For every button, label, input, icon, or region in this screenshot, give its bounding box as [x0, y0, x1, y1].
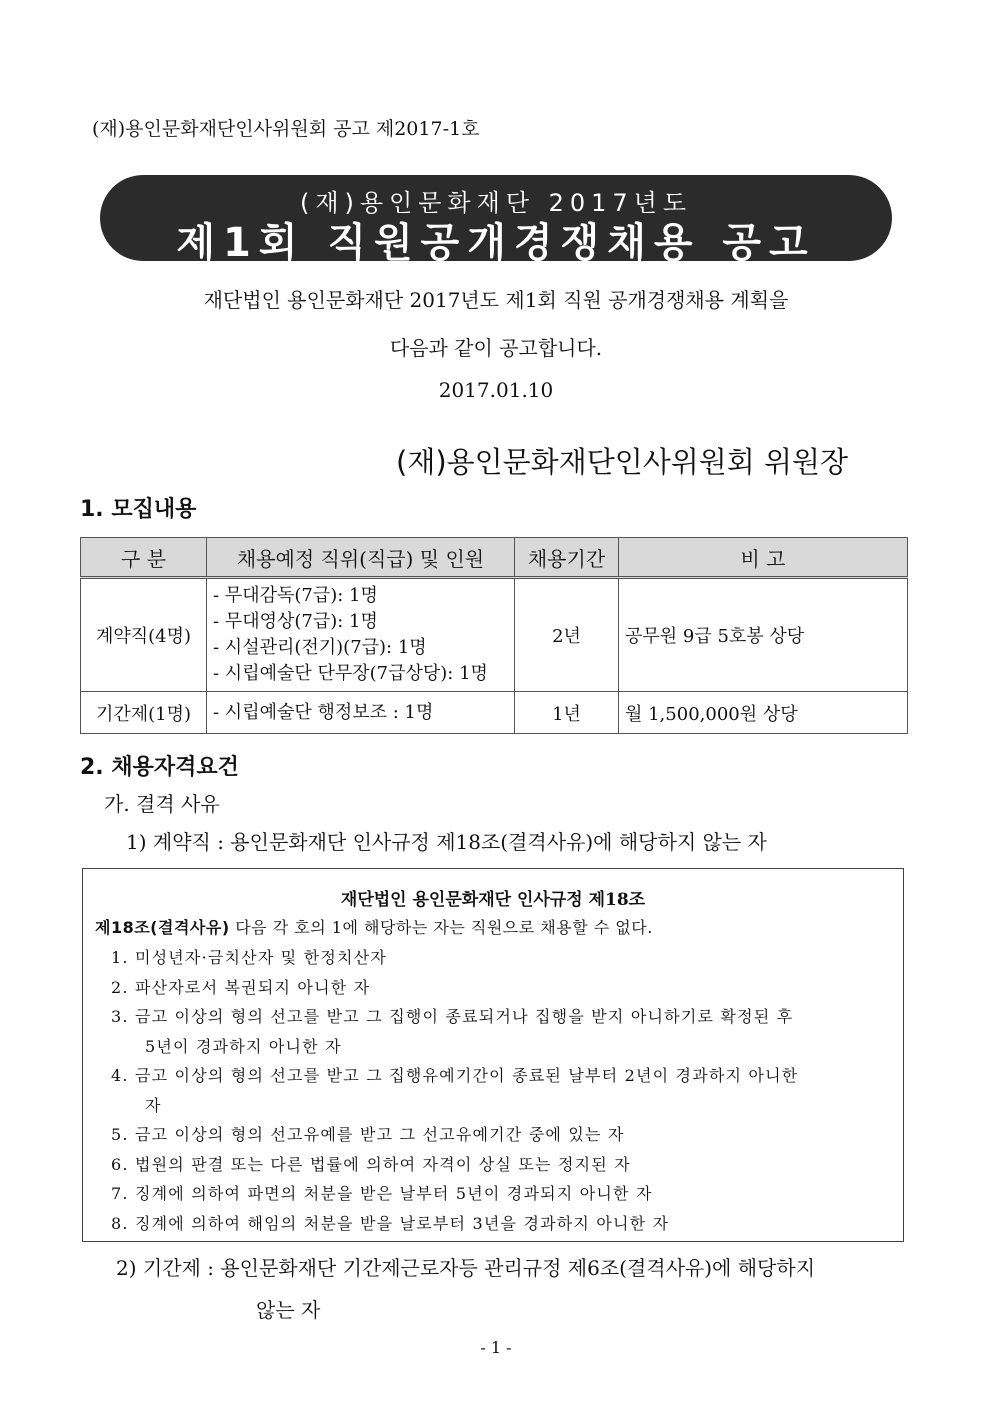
- header-positions: 채용예정 직위(직급) 및 인원: [207, 538, 515, 578]
- row-period: 1년: [515, 692, 619, 734]
- list-item-text: 7. 징계에 의하여 파면의 처분을 받은 날부터 5년이 경과되지 아니한 자: [111, 1184, 653, 1203]
- list-item-continuation: 자: [145, 1095, 162, 1115]
- row-positions: [207, 692, 515, 734]
- intro-line-2: 다음과 같이 공고합니다.: [389, 336, 603, 360]
- list-item-text: 3. 금고 이상의 형의 선고를 받고 그 집행이 종료되거나 집행을 받지 아니하기로 확정된 후: [111, 1007, 794, 1026]
- position-item: - 시설관리(전기)(7급): 1명: [213, 637, 427, 658]
- list-item-text: 1. 미성년자·금치산자 및 한정치산자: [111, 948, 387, 967]
- list-item-text: 4. 금고 이상의 형의 선고를 받고 그 집행유예기간이 종료된 날부터 2년이 경과하지 아니한: [111, 1066, 799, 1085]
- row-positions: [207, 578, 515, 692]
- position-item: - 무대영상(7급): 1명: [213, 611, 378, 632]
- list-item-continuation: 5년이 경과하지 아니한 자: [145, 1036, 342, 1056]
- list-item: [111, 1061, 901, 1120]
- row-category: 기간제(1명): [81, 692, 207, 734]
- list-item: [111, 1120, 901, 1150]
- list-item: [111, 1150, 901, 1180]
- list-item: [111, 1179, 901, 1209]
- row-note: 월 1,500,000원 상당: [619, 692, 908, 734]
- article-label: 제18조(결격사유): [95, 918, 230, 937]
- recruitment-table: [80, 537, 908, 734]
- list-item-text: 5. 금고 이상의 형의 선고유예를 받고 그 선고유예기간 중에 있는 자: [111, 1125, 625, 1144]
- banner-subtitle: (재)용인문화재단 2017년도: [299, 189, 693, 217]
- section-2-heading: 2. 채용자격요건: [80, 755, 239, 780]
- intro-line-1: 재단법인 용인문화재단 2017년도 제1회 직원 공개경쟁채용 계획을: [203, 288, 789, 312]
- announcement-date: 2017.01.10: [438, 378, 554, 402]
- article-text: 다음 각 호의 1에 해당하는 자는 직원으로 채용할 수 없다.: [229, 918, 653, 937]
- position-item: - 시립예술단 단무장(7급상당): 1명: [213, 663, 488, 684]
- item-contract: 1) 계약직 : 용인문화재단 인사규정 제18조(결격사유)에 해당하지 않는 자: [126, 830, 767, 854]
- rules-list: [111, 943, 901, 1238]
- rules-title: 재단법인 용인문화재단 인사규정 제18조: [340, 890, 646, 910]
- row-period: 2년: [515, 578, 619, 692]
- list-item-text: 2. 파산자로서 복권되지 아니한 자: [111, 977, 371, 997]
- title-banner: [100, 175, 892, 266]
- banner-title: 제1회 직원공개경쟁채용 공고: [176, 220, 816, 266]
- subsection-disqualification: 가. 결격 사유: [104, 792, 220, 816]
- position-item: - 무대감독(7급): 1명: [213, 585, 378, 606]
- table-row: [81, 692, 908, 734]
- header-note: 비 고: [619, 538, 908, 578]
- header-category: 구 분: [81, 538, 207, 578]
- rules-article: [95, 915, 653, 938]
- list-item-text: 6. 법원의 판결 또는 다른 법률에 의하여 자격이 상실 또는 정지된 자: [111, 1154, 631, 1174]
- notice-number: (재)용인문화재단인사위원회 공고 제2017-1호: [92, 118, 480, 140]
- list-item: [111, 943, 901, 973]
- table-header-row: [81, 538, 908, 578]
- signer: (재)용인문화재단인사위원회 위원장: [396, 445, 849, 479]
- item-fixed-term-cont: 않는 자: [256, 1298, 321, 1322]
- list-item-text: 8. 징계에 의하여 해임의 처분을 받을 날로부터 3년을 경과하지 아니한 자: [111, 1213, 670, 1233]
- item-fixed-term: 2) 기간제 : 용인문화재단 기간제근로자등 관리규정 제6조(결격사유)에 해당하지: [116, 1256, 816, 1280]
- page-number: - 1 -: [480, 1338, 512, 1357]
- list-item: [111, 973, 901, 1003]
- table-row: [81, 578, 908, 692]
- list-item: [111, 1002, 901, 1061]
- list-item: [111, 1209, 901, 1239]
- row-category: 계약직(4명): [81, 578, 207, 692]
- row-note: 공무원 9급 5호봉 상당: [619, 578, 908, 692]
- position-item: - 시립예술단 행정보조 : 1명: [213, 701, 434, 723]
- header-period: 채용기간: [515, 538, 619, 578]
- section-1-heading: 1. 모집내용: [80, 497, 197, 522]
- rules-box: [82, 868, 904, 1242]
